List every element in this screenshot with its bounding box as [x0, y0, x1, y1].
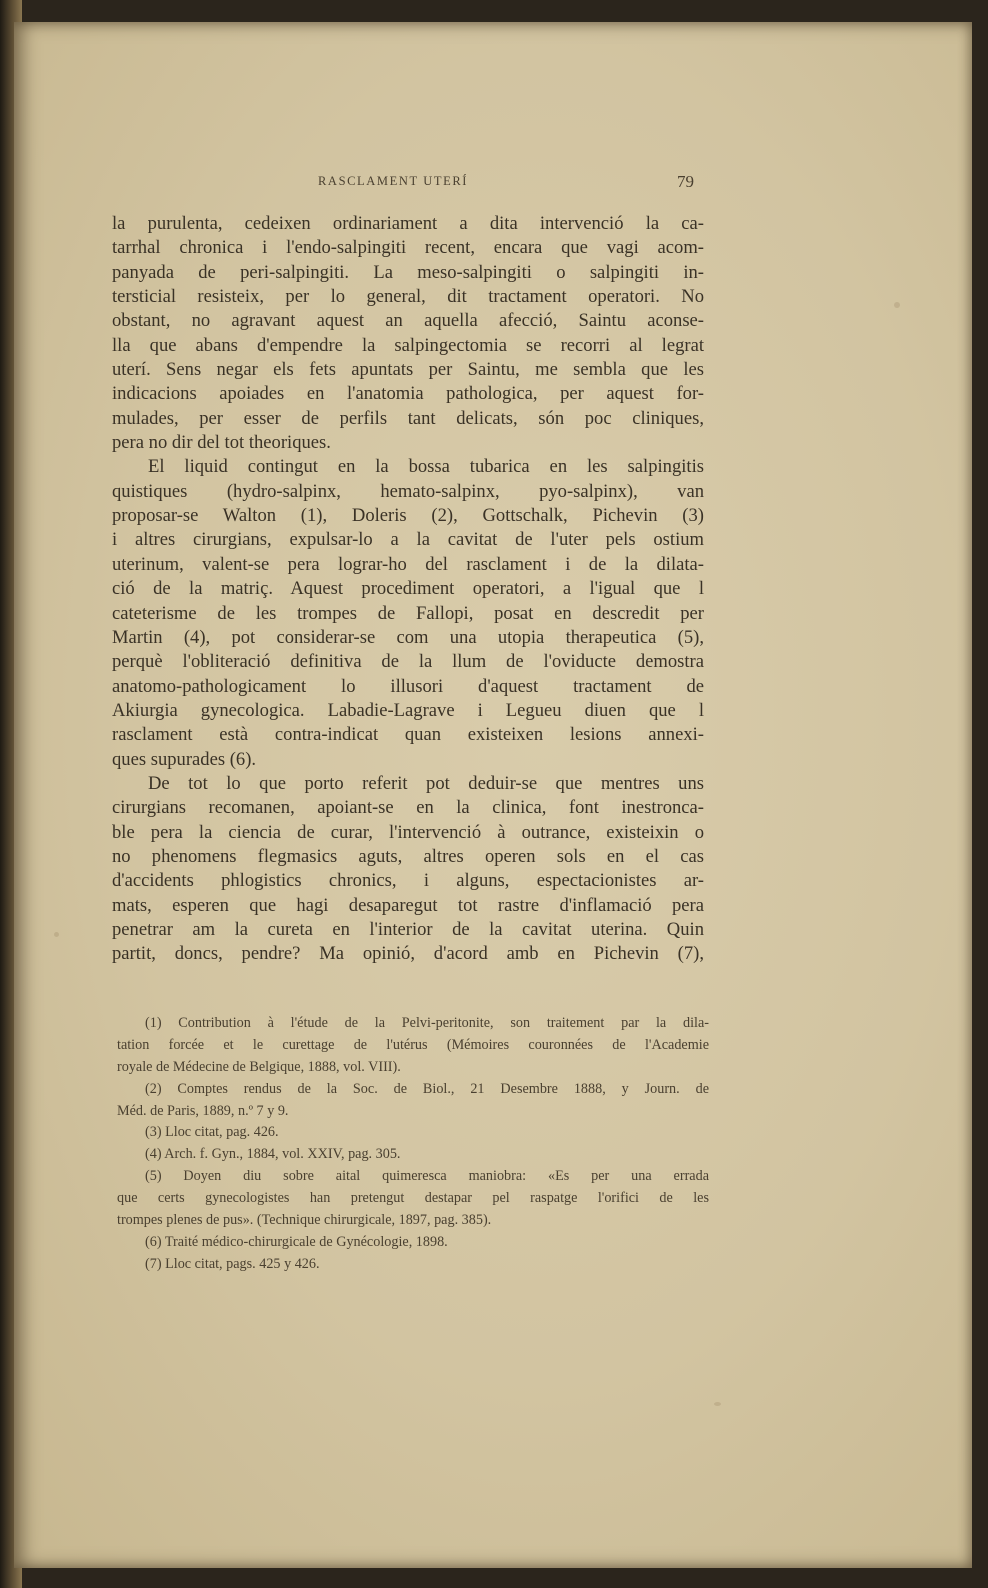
page-header	[0, 172, 988, 196]
text-line: Akiurgia gynecologica. Labadie-Lagrave i Legueu diuen que l	[112, 699, 704, 721]
running-head: RASCLAMENT UTERÍ	[318, 174, 469, 188]
text-line: cirurgians recomanen, apoiant-se en la clinica, font inestronca-	[112, 797, 704, 819]
text-line: mats, esperen que hagi desaparegut tot rastre d'inflamació pera	[112, 894, 704, 916]
text-line: no phenomens flegmasics aguts, altres operen sols en el cas	[112, 845, 704, 867]
text-line: cateterisme de les trompes de Fallopi, posat en descredit per	[112, 602, 704, 624]
footnote-line: Méd. de Paris, 1889, n.º 7 y 9.	[117, 1102, 289, 1119]
paper-stain	[714, 1402, 721, 1406]
text-line: penetrar am la cureta en l'interior de la cavitat uterina. Quin	[112, 918, 704, 940]
text-line: indicacions apoiades en l'anatomia pathologica, per aquest for-	[112, 383, 704, 405]
text-line: El liquid contingut en la bossa tubarica en les salpingitis	[148, 456, 704, 478]
footnote-line: (4) Arch. f. Gyn., 1884, vol. XXIV, pag. 305.	[145, 1146, 401, 1163]
body-text	[112, 212, 704, 967]
page-number: 79	[677, 172, 694, 191]
paper-stain	[894, 302, 900, 308]
footnote-line: (2) Comptes rendus de la Soc. de Biol., 21 Desembre 1888, y Journ. de	[145, 1080, 709, 1097]
text-line: quistiques (hydro-salpinx, hemato-salpinx, pyo-salpinx), van	[112, 480, 704, 502]
text-line: ció de la matriç. Aquest procediment operatori, a l'igual que l	[112, 578, 704, 600]
footnote-line: (3) Lloc citat, pag. 426.	[145, 1124, 279, 1141]
text-line: mulades, per esser de perfils tant delicats, són poc cliniques,	[112, 407, 704, 429]
text-line: d'accidents phlogistics chronics, i alguns, espectacionistes ar-	[112, 870, 704, 892]
footnote-line: (6) Traité médico-chirurgicale de Gynécologie, 1898.	[145, 1233, 448, 1250]
text-line: panyada de peri-salpingiti. La meso-salpingiti o salpingiti in-	[112, 261, 704, 283]
text-line: pera no dir del tot theoriques.	[112, 432, 331, 454]
footnotes	[117, 1013, 709, 1276]
text-line: uterí. Sens negar els fets apuntats per Saintu, me sembla que les	[112, 359, 704, 381]
text-line: ques supurades (6).	[112, 748, 257, 770]
text-line: partit, doncs, pendre? Ma opinió, d'acord amb en Pichevin (7),	[112, 943, 704, 965]
text-line: rasclament està contra-indicat quan existeixen lesions annexi-	[112, 724, 704, 746]
text-line: anatomo-pathologicament lo illusori d'aquest tractament de	[112, 675, 704, 697]
footnote-line: (7) Lloc citat, pags. 425 y 426.	[145, 1255, 320, 1272]
text-line: uterinum, valent-se pera lograr-ho del rasclament i de la dilata-	[112, 553, 704, 575]
text-line: tersticial resisteix, per lo general, dit tractament operatori. No	[112, 286, 704, 308]
footnote-line: que certs gynecologistes han pretengut destapar pel raspatge l'orifici de les	[117, 1190, 709, 1207]
footnote-line: tation forcée et le curettage de l'utérus (Mémoires couronnées de l'Academie	[117, 1036, 709, 1053]
text-line: proposar-se Walton (1), Doleris (2), Gottschalk, Pichevin (3)	[112, 505, 704, 527]
text-line: Martin (4), pot considerar-se com una utopia therapeutica (5),	[112, 626, 704, 648]
footnote-line: (5) Doyen diu sobre aital quimeresca maniobra: «Es per una errada	[145, 1168, 709, 1185]
text-line: ble pera la ciencia de curar, l'intervenció à outrance, existeixin o	[112, 821, 704, 843]
footnote-line: royale de Médecine de Belgique, 1888, vol. VIII).	[117, 1058, 401, 1075]
text-line: tarrhal chronica i l'endo-salpingiti recent, encara que vagi acom-	[112, 237, 704, 259]
footnote-line: trompes plenes de pus». (Technique chirurgicale, 1897, pag. 385).	[117, 1212, 492, 1229]
text-line: la purulenta, cedeixen ordinariament a dita intervenció la ca-	[112, 213, 704, 234]
footnote-line: (1) Contribution à l'étude de la Pelvi-peritonite, son traitement par la dila-	[145, 1015, 709, 1031]
text-line: De tot lo que porto referit pot deduir-se que mentres uns	[148, 772, 704, 794]
paper-stain	[54, 932, 59, 937]
text-line: obstant, no agravant aquest an aquella afecció, Saintu aconse-	[112, 310, 704, 332]
text-line: i altres cirurgians, expulsar-lo a la cavitat de l'uter pels ostium	[112, 529, 704, 551]
text-line: perquè l'obliteració definitiva de la llum de l'oviducte demostra	[112, 651, 704, 673]
text-line: lla que abans d'empendre la salpingectomia se recorri al legrat	[112, 334, 704, 356]
